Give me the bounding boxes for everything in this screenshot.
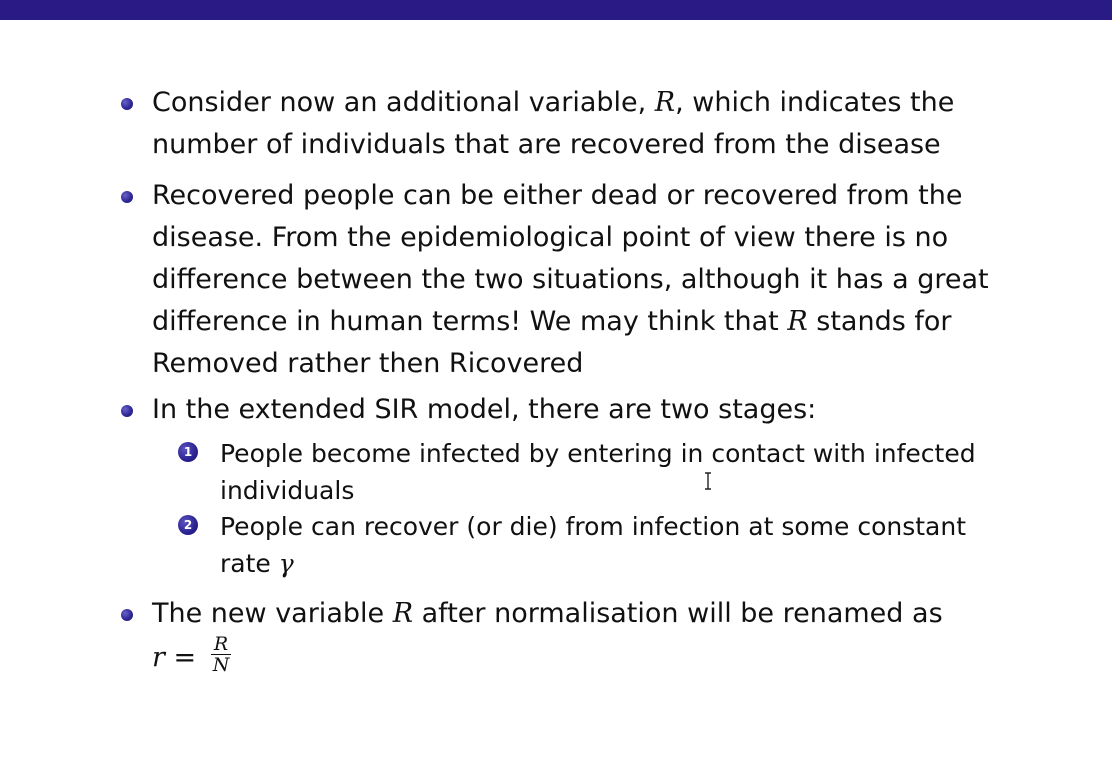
bullet-2-line-4: difference in human terms! We may think that R stands for <box>152 306 952 337</box>
math-gamma: γ <box>278 549 294 578</box>
bullet-item-3 <box>152 389 816 431</box>
bullet-item-2 <box>152 175 989 385</box>
formula-equals: = <box>164 642 205 673</box>
numbered-item-2-line-2: rate γ <box>220 549 294 578</box>
number-badge-icon: 2 <box>178 515 198 535</box>
bullet-icon <box>121 98 133 110</box>
numbered-item-2-line-1: People can recover (or die) from infection at some constant <box>220 512 967 541</box>
formula-fraction <box>211 634 232 675</box>
bullet-2-line-2: disease. From the epidemiological point of view there is no <box>152 222 949 253</box>
formula-denominator: N <box>212 654 230 676</box>
bullet-2-line-1: Recovered people can be either dead or recovered from the <box>152 180 963 211</box>
bullet-3-line-1: In the extended SIR model, there are two stages: <box>152 394 817 425</box>
bullet-2-line-5: Removed rather then Ricovered <box>152 348 584 379</box>
math-variable: R <box>787 306 808 337</box>
bullet-item-4 <box>152 593 943 681</box>
numbered-item-2 <box>183 508 967 582</box>
slide <box>0 20 1112 780</box>
numbered-item-1 <box>183 435 976 509</box>
math-variable: R <box>654 87 676 118</box>
math-variable: R <box>392 598 414 629</box>
bullet-1-line-1: Consider now an additional variable, R, which indicates the <box>152 87 955 118</box>
formula-numerator: R <box>211 634 232 655</box>
bullet-icon <box>121 405 133 417</box>
text-cursor-icon <box>704 472 712 490</box>
bullet-item-1 <box>152 82 954 166</box>
bullet-2-line-3: difference between the two situations, although it has a great <box>152 264 989 295</box>
formula-line <box>152 635 943 681</box>
number-badge-icon: 1 <box>178 442 198 462</box>
bullet-1-line-2: number of individuals that are recovered from the disease <box>152 129 941 160</box>
formula-lhs: r <box>152 642 165 673</box>
numbered-item-1-line-1: People become infected by entering in contact with infected <box>220 439 976 468</box>
top-bar <box>0 0 1112 20</box>
bullet-4-line-1: The new variable R after normalisation will be renamed as <box>152 598 943 629</box>
bullet-icon <box>121 609 133 621</box>
numbered-item-1-line-2: individuals <box>220 476 355 505</box>
bullet-icon <box>121 191 133 203</box>
